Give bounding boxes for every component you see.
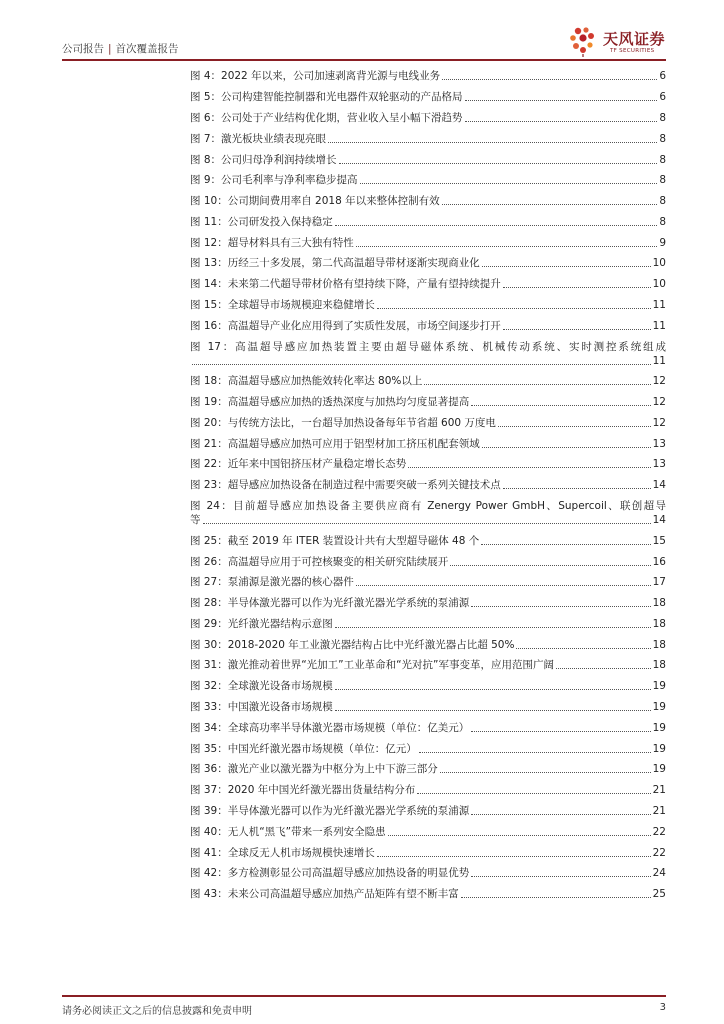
toc-entry-title: 图 32：全球激光设备市场规模 [190,680,333,693]
toc-entry-page: 25 [652,888,666,901]
toc-entry-title: 图 20：与传统方法比，一台超导加热设备每年节省超 600 万度电 [190,416,496,429]
toc-entry[interactable] [190,433,666,454]
toc-leader-dots [335,709,651,711]
toc-entry-title: 图 4：2022 年以来，公司加速剥离背光源与电线业务 [190,70,441,83]
toc-leader-dots [471,813,650,815]
toc-entry-title: 图 7：激光板块业绩表现亮眼 [190,132,327,145]
toc-leader-dots [360,182,658,184]
toc-leader-dots [465,120,658,122]
logo-text-cn: 天风证券 [603,30,666,48]
toc-leader-dots [356,584,651,586]
toc-leader-dots [417,792,650,794]
toc-entry-title: 图 43：未来公司高温超导感应加热产品矩阵有望不断丰富 [190,888,459,901]
toc-entry[interactable] [190,454,666,475]
toc-entry-title: 图 34：全球高功率半导体激光器市场规模（单位：亿美元） [190,721,470,734]
toc-entry-page: 11 [652,319,666,332]
toc-entry[interactable] [190,821,666,842]
toc-leader-dots [192,363,651,365]
toc-entry-title: 图 29：光纤激光器结构示意图 [190,617,333,630]
header-divider [62,59,666,61]
toc-entry[interactable] [190,759,666,780]
figure-table-of-contents [190,66,666,904]
toc-entry-title: 图 26：高温超导应用于可控核聚变的相关研究陆续展开 [190,555,449,568]
toc-leader-dots [203,522,651,524]
toc-entry[interactable] [190,884,666,905]
report-subcategory: 首次覆盖报告 [115,43,179,55]
toc-leader-dots [482,446,651,448]
toc-entry-page: 11 [652,298,666,311]
toc-entry-title: 图 13：历经三十多发展，第二代高温超导带材逐渐实现商业化 [190,257,480,270]
toc-entry-page: 14 [652,479,666,492]
toc-entry-page: 22 [652,846,666,859]
toc-entry-page: 19 [652,763,666,776]
toc-leader-dots [471,875,650,877]
toc-entry-page: 10 [652,257,666,270]
toc-entry-page: 17 [652,576,666,589]
toc-entry-title: 图 12：超导材料具有三大独有特性 [190,236,354,249]
toc-entry-page: 18 [652,638,666,651]
toc-leader-dots [335,626,651,628]
toc-entry-page: 22 [652,825,666,838]
toc-entry-title: 图 16：高温超导产业化应用得到了实质性发展，市场空间逐步打开 [190,319,501,332]
logo-flower-icon [566,24,600,58]
toc-entry-title: 图 17：高温超导感应加热装置主要由超导磁体系统、机械传动系统、实时测控系统组成 [190,340,666,353]
footer-divider [62,995,666,997]
toc-entry-title: 图 19：高温超导感应加热的透热深度与加热均匀度显著提高 [190,396,470,409]
toc-entry[interactable] [190,530,666,551]
toc-entry[interactable] [190,191,666,212]
toc-entry[interactable] [190,413,666,434]
logo-text-en: TF SECURITIES [610,48,655,54]
toc-entry[interactable] [190,336,666,371]
toc-entry-page: 19 [652,680,666,693]
toc-leader-dots [465,99,658,101]
toc-entry[interactable] [190,551,666,572]
toc-leader-dots [481,543,650,545]
toc-entry-title: 图 37：2020 年中国光纤激光器出货量结构分布 [190,784,416,797]
toc-entry-title: 图 41：全球反无人机市场规模快速增长 [190,846,375,859]
toc-entry[interactable] [190,738,666,759]
toc-leader-dots [339,162,658,164]
toc-entry[interactable] [190,475,666,496]
toc-entry-page: 8 [659,132,666,145]
toc-entry-page: 8 [659,153,666,166]
toc-entry-page: 8 [659,111,666,124]
company-logo [566,24,666,58]
toc-leader-dots [516,647,650,649]
toc-leader-dots [556,667,651,669]
toc-entry-page: 18 [652,659,666,672]
footer-disclaimer: 请务必阅读正文之后的信息披露和免责申明 [62,1006,252,1017]
toc-entry-title: 图 36：激光产业以激光器为中枢分为上中下游三部分 [190,763,438,776]
toc-entry[interactable] [190,496,666,531]
toc-entry-page: 19 [652,742,666,755]
toc-entry-page: 12 [652,375,666,388]
toc-entry[interactable] [190,614,666,635]
toc-entry-page: 24 [652,867,666,880]
toc-entry-page: 15 [652,534,666,547]
toc-entry-title: 图 35：中国光纤激光器市场规模（单位：亿元） [190,742,417,755]
toc-leader-dots [482,265,651,267]
toc-entry[interactable] [190,842,666,863]
toc-entry-page: 10 [652,278,666,291]
toc-entry-page: 12 [652,416,666,429]
toc-entry[interactable] [190,634,666,655]
toc-entry-title: 图 40：无人机“黑飞”带来一系列安全隐患 [190,825,386,838]
toc-entry-title: 图 15：全球超导市场规模迎来稳健增长 [190,298,375,311]
report-category: 公司报告 [62,43,104,55]
toc-entry-page: 18 [652,597,666,610]
toc-leader-dots [440,771,651,773]
toc-entry[interactable] [190,232,666,253]
toc-leader-dots [356,245,658,247]
toc-entry-title: 图 21：高温超导感应加热可应用于铝型材加工挤压机配套领域 [190,437,480,450]
toc-entry-title: 图 39：半导体激光器可以作为光纤激光器光学系统的泵浦源 [190,804,470,817]
toc-entry[interactable] [190,593,666,614]
toc-entry[interactable] [190,295,666,316]
toc-entry-title: 图 42：多方检测彰显公司高温超导感应加热设备的明显优势 [190,867,470,880]
toc-leader-dots [377,307,651,309]
toc-entry-title: 图 8：公司归母净利润持续增长 [190,153,337,166]
toc-entry-title: 图 18：高温超导感应加热能效转化率达 80%以上 [190,375,423,388]
toc-entry-page: 9 [659,236,666,249]
toc-entry-title: 图 5：公司构建智能控制器和光电器件双轮驱动的产品格局 [190,91,463,104]
toc-entry-page: 6 [659,70,666,83]
toc-entry-page: 13 [652,437,666,450]
toc-leader-dots [471,404,650,406]
toc-entry-title: 图 31：激光推动着世界“光加工”工业革命和“光对抗”军事变革，应用范围广阔 [190,659,554,672]
toc-entry-page: 18 [652,617,666,630]
toc-entry[interactable] [190,572,666,593]
toc-leader-dots [450,564,650,566]
toc-entry[interactable] [190,66,666,87]
page-number: 3 [659,1002,666,1013]
toc-leader-dots [503,286,651,288]
toc-entry-title: 图 30：2018-2020 年工业激光器结构占比中光纤激光器占比超 50% [190,638,515,651]
toc-entry-title: 图 28：半导体激光器可以作为光纤激光器光学系统的泵浦源 [190,597,470,610]
toc-entry[interactable] [190,676,666,697]
toc-entry-page: 12 [652,396,666,409]
toc-leader-dots [335,224,658,226]
page-header [0,0,724,62]
toc-entry[interactable] [190,108,666,129]
toc-leader-dots [461,896,651,898]
toc-entry-title: 图 25：截至 2019 年 ITER 装置设计共有大型超导磁体 48 个 [190,534,480,547]
toc-entry-title: 图 33：中国激光设备市场规模 [190,701,333,714]
toc-entry[interactable] [190,655,666,676]
toc-entry[interactable] [190,780,666,801]
toc-leader-dots [442,203,658,205]
toc-entry-page: 8 [659,174,666,187]
toc-leader-dots [471,730,650,732]
toc-leader-dots [328,141,657,143]
toc-leader-dots [424,383,650,385]
toc-leader-dots [388,834,651,836]
toc-entry[interactable] [190,149,666,170]
toc-entry-title: 图 23：超导感应加热设备在制造过程中需要突破一系列关键技术点 [190,479,501,492]
toc-entry-page: 21 [652,784,666,797]
toc-entry[interactable] [190,801,666,822]
report-type [62,41,179,56]
toc-entry[interactable] [190,863,666,884]
toc-entry-page: 14 [652,514,666,527]
toc-entry-page: 16 [652,555,666,568]
toc-entry-page: 19 [652,721,666,734]
header-separator: | [108,43,112,55]
toc-entry-page: 19 [652,701,666,714]
toc-entry[interactable] [190,170,666,191]
toc-leader-dots [471,605,650,607]
toc-entry-title: 图 27：泵浦源是激光器的核心器件 [190,576,354,589]
toc-entry[interactable] [190,128,666,149]
toc-entry-title: 图 24：目前超导感应加热设备主要供应商有 Zenergy Power GmbH、Supercoil、联创超导 [190,500,666,513]
toc-leader-dots [442,78,657,80]
toc-leader-dots [377,855,651,857]
toc-entry[interactable] [190,371,666,392]
toc-entry[interactable] [190,392,666,413]
toc-leader-dots [503,328,651,330]
toc-entry[interactable] [190,274,666,295]
toc-entry[interactable] [190,315,666,336]
toc-leader-dots [408,466,650,468]
toc-entry-page: 6 [659,91,666,104]
toc-entry[interactable] [190,697,666,718]
toc-entry-title: 图 14：未来第二代超导带材价格有望持续下降，产量有望持续提升 [190,278,501,291]
toc-entry-page: 8 [659,195,666,208]
toc-entry-page: 8 [659,215,666,228]
toc-entry-title-continued: 等 [190,514,201,527]
toc-entry-page: 11 [652,354,666,367]
toc-entry-title: 图 9：公司毛利率与净利率稳步提高 [190,174,358,187]
toc-entry[interactable] [190,211,666,232]
toc-entry[interactable] [190,717,666,738]
toc-leader-dots [335,688,651,690]
toc-entry[interactable] [190,87,666,108]
toc-entry-title: 图 6：公司处于产业结构优化期，营业收入呈小幅下滑趋势 [190,111,463,124]
toc-entry-page: 13 [652,458,666,471]
toc-entry-title: 图 22：近年来中国铝挤压材产量稳定增长态势 [190,458,407,471]
toc-entry-title: 图 11：公司研发投入保持稳定 [190,215,333,228]
toc-entry-title: 图 10：公司期间费用率自 2018 年以来整体控制有效 [190,195,440,208]
toc-leader-dots [419,751,651,753]
toc-leader-dots [498,425,651,427]
toc-entry-page: 21 [652,804,666,817]
toc-entry[interactable] [190,253,666,274]
toc-leader-dots [503,487,651,489]
